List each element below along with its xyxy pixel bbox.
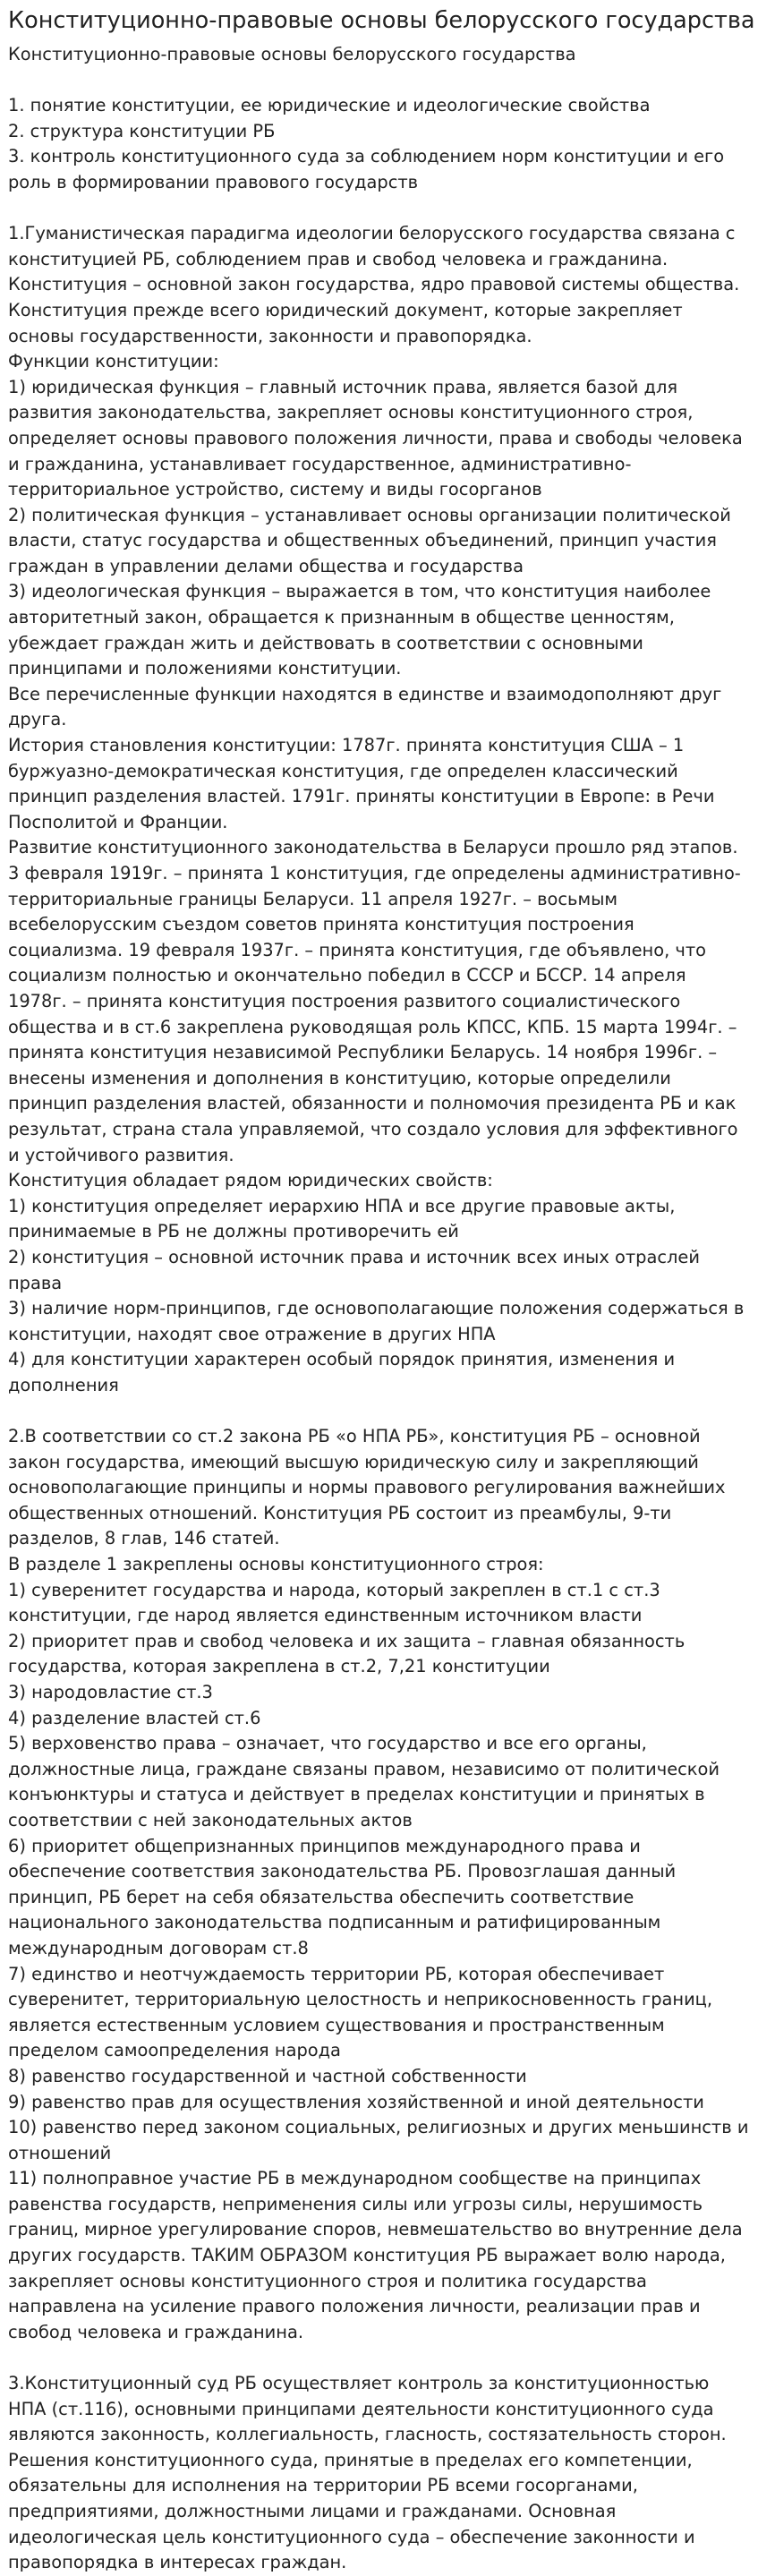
blank-line: [8, 196, 750, 222]
blank-line: [8, 2345, 750, 2371]
paragraph: 1.Гуманистическая парадигма идеологии белорусского государства связана с конституцией РБ, соблюдением прав и свобод человека и гражданина. Конституция – основной закон государства, ядро правовой системы общества. Конституция прежде всего юридический документ, которые закрепляет основы государственности, законности и правопорядка.: [8, 223, 740, 346]
paragraph: 2) политическая функция – устанавливает основы организации политической власти, статус государства и общественных объединений, принцип участия граждан в управлении делами общества и государства: [8, 504, 731, 576]
paragraph: 2.В соответствии со ст.2 закона РБ «о НПА РБ», конституция РБ – основной закон государства, имеющий высшую юридическую силу и закрепляющий основополагающие принципы и нормы правового регулирования важнейших общественных отношений. Конституция РБ состоит из преамбулы, 9-ти разделов, 8 глав, 146 статей.: [8, 1426, 726, 1549]
paragraph: В разделе 1 закреплены основы конституционного строя:: [8, 1554, 544, 1575]
paragraph: 3.Конституционный суд РБ осуществляет контроль за конституционностью НПА (ст.116), основными принципами деятельности конституционного суда являются законность, коллегиальность, гласность, состязательность сторон. Решения конституционного суда, принятые в пределах его компетенции, обязательны для исполнения на территории РБ всеми госорганами, предприятиями, должностными лицами и гражданами. Основная идеологическая цель конституционного суда – обеспечение законности и правопорядка в интересах граждан.: [8, 2373, 727, 2573]
paragraph: История становления конституции: 1787г. принята конституция США – 1 буржуазно-демократическая конституция, где определен классический принцип разделения властей. 1791г. приняты конституции в Европе: в Речи Посполитой и Франции.: [8, 735, 715, 832]
paragraph: 10) равенство перед законом социальных, религиозных и других меньшинств и отношений: [8, 2117, 749, 2163]
paragraph: 2) конституция – основной источник права и источник всех иных отраслей права: [8, 1246, 700, 1293]
blank-line: [8, 1398, 750, 1424]
paragraph: 2. структура конституции РБ: [8, 120, 276, 141]
paragraph: Конституционно-правовые основы белорусского государства: [8, 44, 576, 64]
paragraph: 3. контроль конституционного суда за соблюдением норм конституции и его роль в формировании правового государств: [8, 146, 725, 192]
paragraph: 11) полноправное участие РБ в международном сообществе на принципах равенства государств, неприменения силы или угрозы силы, нерушимость границ, мирное урегулирование споров, невмешательство во внутренние дела других государств. ТАКИМ ОБРАЗОМ конституция РБ выражает волю народа, закрепляет основы конституционного строя и политика государства направлена на усиление правого положения личности, реализации прав и свобод человека и гражданина.: [8, 2168, 743, 2342]
paragraph: 9) равенство прав для осуществления хозяйственной и иной деятельности: [8, 2091, 704, 2112]
paragraph: 7) единство и неотчуждаемость территории РБ, которая обеспечивает суверенитет, территориальную целостность и неприкосновенность границ, является естественным условием существования и пространственным пределом самоопределения народа: [8, 1963, 713, 2061]
paragraph: 3) наличие норм-принципов, где основополагающие положения содержаться в конституции, находят свое отражение в других НПА: [8, 1298, 745, 1344]
document-body: [8, 42, 750, 2576]
paragraph: 8) равенство государственной и частной собственности: [8, 2065, 527, 2086]
paragraph: 1) юридическая функция – главный источник права, является базой для развития законодательства, закрепляет основы конституционного строя, определяет основы правового положения личности, права и свободы человека и гражданина, устанавливает государственное, административно-территориальное устройство, систему и виды госорганов: [8, 376, 743, 500]
paragraph: 1) суверенитет государства и народа, который закреплен в ст.1 с ст.3 конституции, где народ является единственным источником власти: [8, 1579, 660, 1626]
paragraph: 3) народовластие ст.3: [8, 1682, 213, 1702]
page-title: Конституционно-правовые основы белорусского государства: [8, 7, 755, 34]
paragraph: 2) приоритет прав и свобод человека и их защита – главная обязанность государства, которая закреплена в ст.2, 7,21 конституции: [8, 1630, 686, 1677]
paragraph: 5) верховенство права – означает, что государство и все его органы, должностные лица, граждане связаны правом, независимо от политической конъюнктуры и статуса и действует в пределах конституции и принятых в соответствии с ней законодательных актов: [8, 1733, 720, 1830]
paragraph: 1) конституция определяет иерархию НПА и все другие правовые акты, принимаемые в РБ не должны противоречить ей: [8, 1195, 676, 1242]
paragraph: Конституция обладает рядом юридических свойств:: [8, 1170, 493, 1191]
paragraph: 4) разделение властей ст.6: [8, 1707, 261, 1728]
blank-line: [8, 68, 750, 94]
paragraph: 1. понятие конституции, ее юридические и идеологические свойства: [8, 95, 651, 116]
paragraph: 6) приоритет общепризнанных принципов международного права и обеспечение соответствия законодательства РБ. Провозглашая данный принцип, РБ берет на себя обязательства обеспечить соответствие национального законодательства подписанным и ратифицированным международным договорам ст.8: [8, 1835, 677, 1958]
paragraph: Функции конституции:: [8, 351, 219, 372]
paragraph: Развитие конституционного законодательства в Беларуси прошло ряд этапов. 3 февраля 1919г. – принята 1 конституция, где определены административно-территориальные границы Беларуси. 11 апреля 1927г. – восьмым всебелорусским съездом советов принята конституция построения социализма. 19 февраля 1937г. – принята конституция, где объявлено, что социализм полностью и окончательно победил в СССР и БССР. 14 апреля 1978г. – принята конституция построения развитого социалистического общества и в ст.6 закреплена руководящая роль КПСС, КПБ. 15 марта 1994г. – принята конституция независимой Республики Беларусь. 14 ноября 1996г. – внесены изменения и дополнения в конституцию, которые определили принцип разделения властей, обязанности и полномочия президента РБ и как результат, страна стала управляемой, что создало условия для эффективного и устойчивого развития.: [8, 837, 741, 1165]
paragraph: Все перечисленные функции находятся в единстве и взаимодополняют друг друга.: [8, 683, 722, 730]
paragraph: 3) идеологическая функция – выражается в том, что конституция наиболее авторитетный закон, обращается к признанным в обществе ценностям, убеждает граждан жить и действовать в соответствии с основными принципами и положениями конституции.: [8, 581, 711, 679]
paragraph: 4) для конституции характерен особый порядок принятия, изменения и дополнения: [8, 1349, 676, 1395]
